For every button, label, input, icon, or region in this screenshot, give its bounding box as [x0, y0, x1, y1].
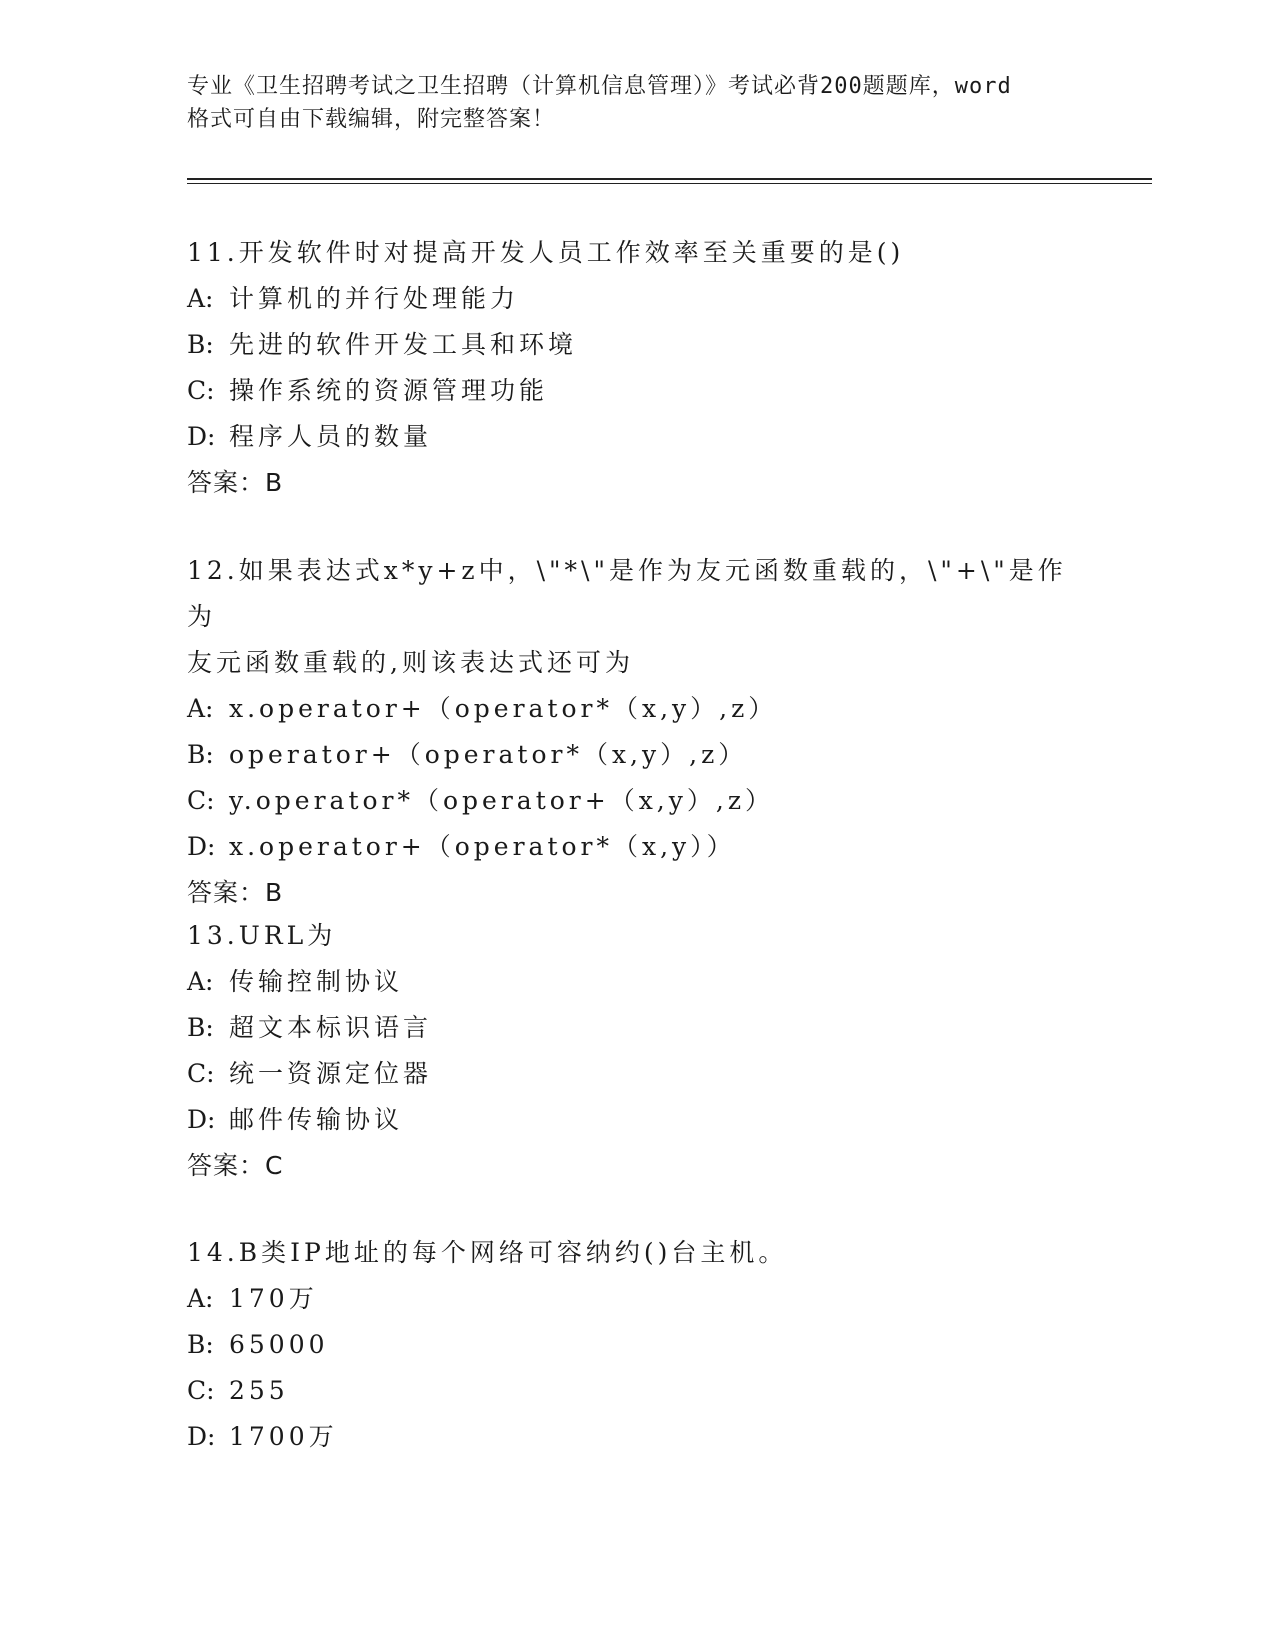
- header-line-1: 专业《卫生招聘考试之卫生招聘（计算机信息管理）》考试必背200题题库，word: [187, 74, 1012, 99]
- option-c: [187, 778, 1087, 824]
- option-text: x.operator+（operator*（x,y））: [229, 832, 736, 861]
- option-text: 统一资源定位器: [229, 1059, 433, 1088]
- header-divider-thick: [187, 178, 1152, 180]
- option-text: 邮件传输协议: [229, 1105, 404, 1134]
- option-text: 1700万: [229, 1422, 338, 1451]
- question-14: [187, 1230, 1087, 1460]
- question-stem: 11.开发软件时对提高开发人员工作效率至关重要的是(): [187, 238, 905, 267]
- option-key: B:: [187, 330, 214, 359]
- header-line-2: 格式可自由下载编辑，附完整答案！: [187, 107, 556, 132]
- question-11: [187, 230, 1087, 506]
- option-b: [187, 732, 1087, 778]
- option-a: [187, 276, 1087, 322]
- option-key: B:: [187, 1013, 214, 1042]
- option-key: A:: [187, 967, 214, 996]
- option-c: [187, 368, 1087, 414]
- option-key: D:: [187, 422, 216, 451]
- option-text: 操作系统的资源管理功能: [229, 376, 549, 405]
- option-a: [187, 1276, 1087, 1322]
- option-key: A:: [187, 1284, 214, 1313]
- option-text: 程序人员的数量: [229, 422, 433, 451]
- option-c: [187, 1051, 1087, 1097]
- option-key: C:: [187, 1376, 215, 1405]
- option-text: x.operator+（operator*（x,y）,z）: [229, 694, 778, 723]
- option-key: A:: [187, 284, 214, 313]
- question-12: [187, 548, 1087, 916]
- question-stem: 12.如果表达式x*y+z中，\"*\"是作为友元函数重载的，\"+\"是作为: [187, 556, 1067, 631]
- option-text: y.operator*（operator+（x,y）,z）: [229, 786, 774, 815]
- option-text: 170万: [229, 1284, 318, 1313]
- option-key: C:: [187, 376, 215, 405]
- option-text: operator+（operator*（x,y）,z）: [229, 740, 748, 769]
- option-text: 先进的软件开发工具和环境: [229, 330, 578, 359]
- option-key: B:: [187, 740, 214, 769]
- option-text: 超文本标识语言: [229, 1013, 433, 1042]
- answer-line: 答案：C: [187, 1151, 284, 1180]
- option-b: [187, 1005, 1087, 1051]
- option-d: [187, 1097, 1087, 1143]
- option-a: [187, 959, 1087, 1005]
- option-key: C:: [187, 1059, 215, 1088]
- answer-line: 答案：B: [187, 878, 284, 907]
- option-key: D:: [187, 1105, 216, 1134]
- option-key: D:: [187, 832, 216, 861]
- option-d: [187, 1414, 1087, 1460]
- option-text: 255: [229, 1376, 289, 1405]
- question-13: [187, 913, 1087, 1189]
- option-b: [187, 1322, 1087, 1368]
- option-key: A:: [187, 694, 214, 723]
- option-key: C:: [187, 786, 215, 815]
- option-d: [187, 824, 1087, 870]
- option-c: [187, 1368, 1087, 1414]
- option-text: 65000: [229, 1330, 329, 1359]
- answer-line: 答案：B: [187, 468, 284, 497]
- option-a: [187, 686, 1087, 732]
- option-text: 传输控制协议: [229, 967, 404, 996]
- option-key: D:: [187, 1422, 216, 1451]
- option-b: [187, 322, 1087, 368]
- question-stem: 13.URL为: [187, 921, 337, 950]
- document-header: [187, 70, 1087, 136]
- option-d: [187, 414, 1087, 460]
- question-stem: 14.B类IP地址的每个网络可容纳约()台主机。: [187, 1238, 788, 1267]
- option-key: B:: [187, 1330, 214, 1359]
- question-stem-continued: 友元函数重载的,则该表达式还可为: [187, 648, 634, 677]
- option-text: 计算机的并行处理能力: [229, 284, 520, 313]
- header-divider-thin: [187, 183, 1152, 184]
